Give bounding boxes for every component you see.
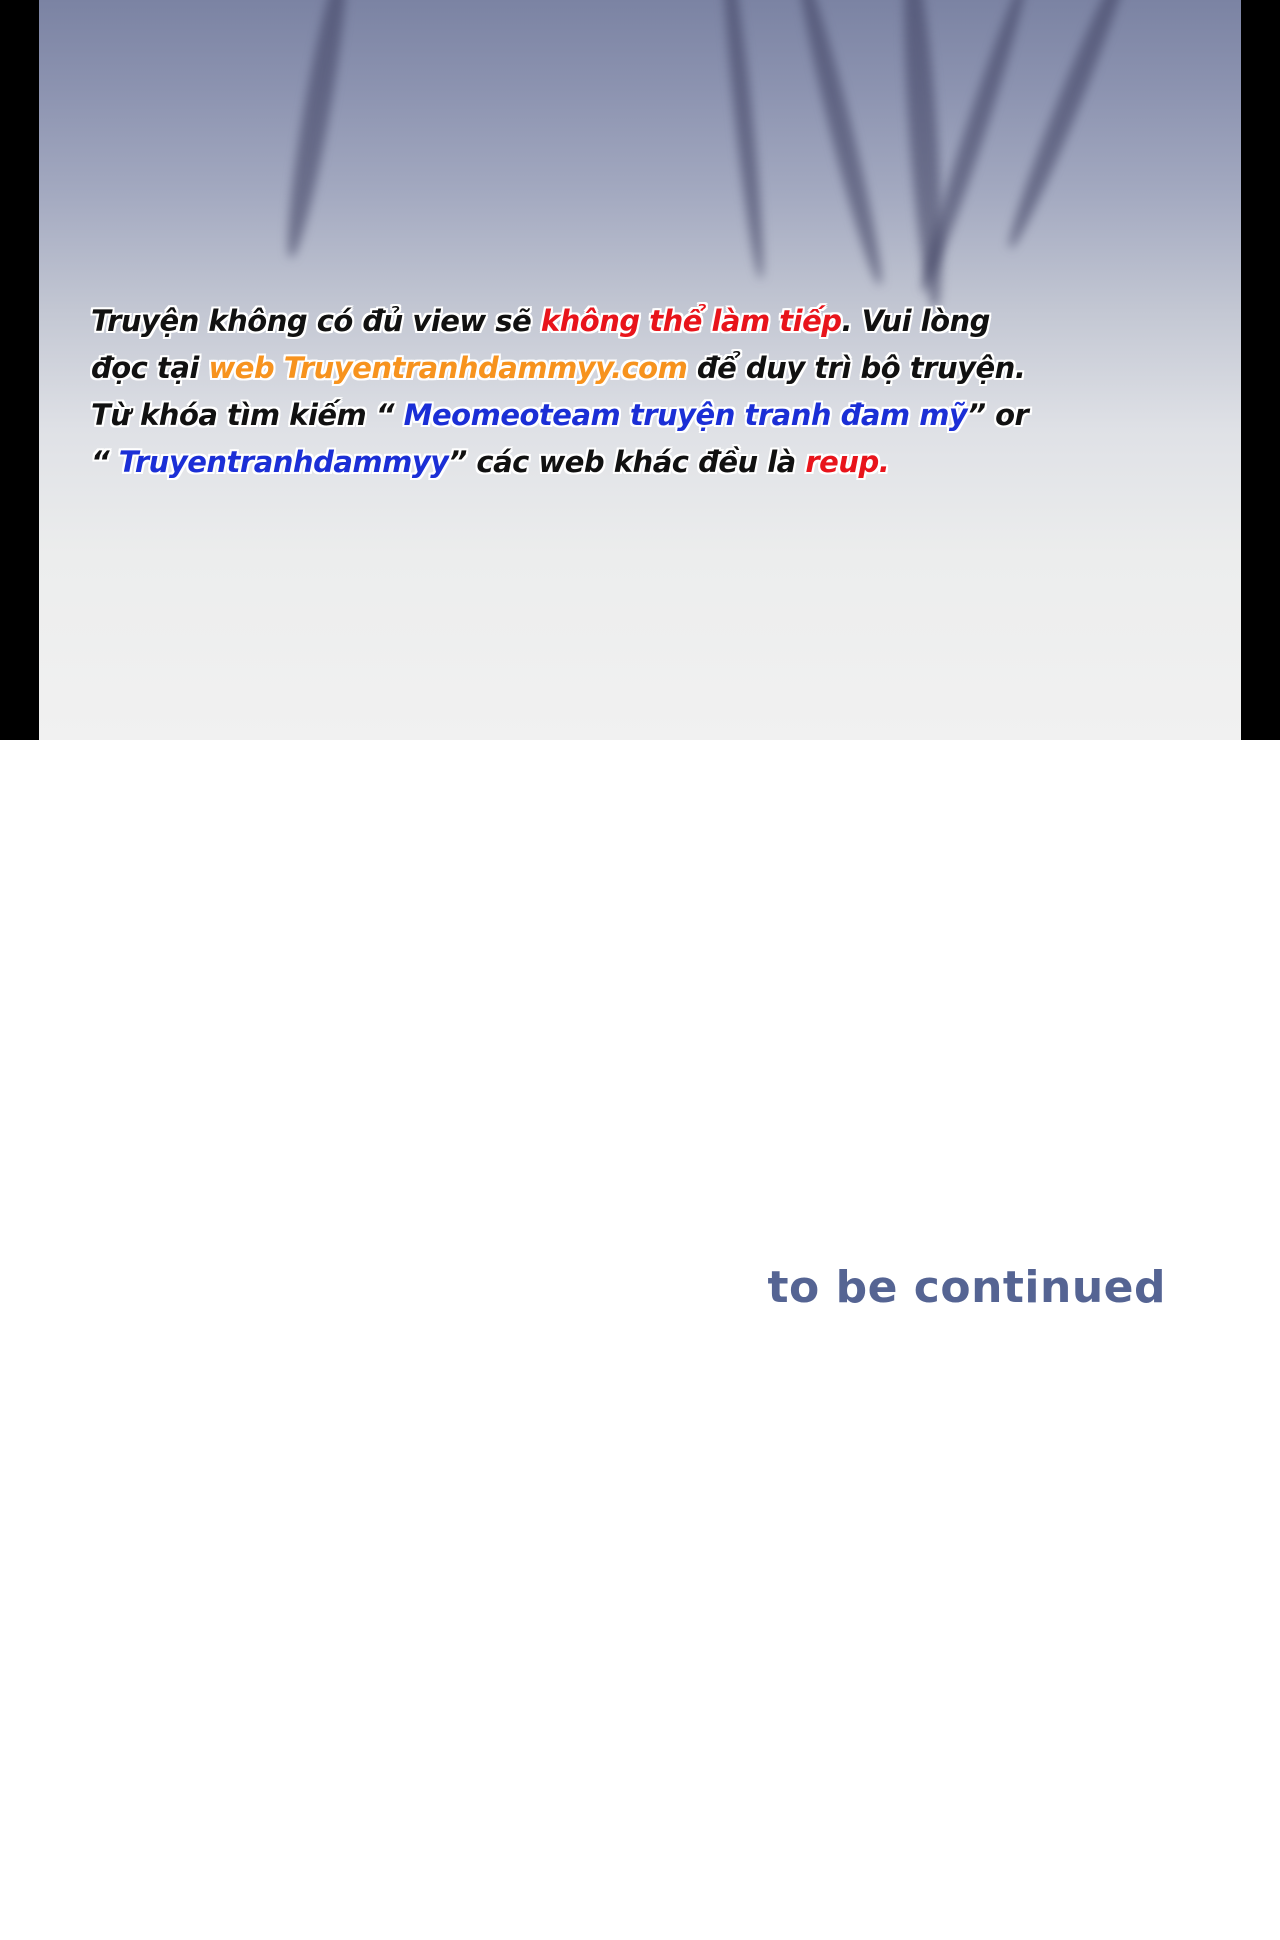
notice-text: “ — [91, 445, 119, 479]
watermark-notice — [91, 298, 1029, 486]
notice-text: để duy trì bộ truyện. — [687, 351, 1026, 385]
notice-line-3 — [91, 392, 1029, 439]
shadow-streak — [1000, 0, 1140, 252]
notice-keyword: Meomeoteam truyện tranh đam mỹ — [403, 398, 968, 432]
notice-text: Từ khóa tìm kiếm “ — [91, 398, 404, 432]
notice-line-1 — [91, 298, 991, 345]
notice-highlight: reup. — [805, 445, 890, 479]
notice-line-4 — [91, 439, 991, 486]
shadow-streak — [716, 0, 769, 280]
notice-text: Truyện không có đủ view sẽ — [91, 304, 541, 338]
notice-website: web Truyentranhdammyy.com — [208, 351, 688, 385]
shadow-streak — [896, 0, 949, 311]
notice-text: đọc tại — [91, 351, 209, 385]
to-be-continued-label: to be continued — [767, 1262, 1166, 1313]
notice-text: ” các web khác đều là — [448, 445, 806, 479]
notice-line-2 — [91, 345, 1026, 392]
notice-keyword: Truyentranhdammyy — [118, 445, 449, 479]
notice-text: ” or — [967, 398, 1029, 432]
notice-text: . Vui lòng — [841, 304, 990, 338]
shadow-streak — [278, 0, 356, 260]
notice-highlight: không thể làm tiếp — [540, 304, 842, 338]
shadow-streak — [789, 0, 890, 288]
